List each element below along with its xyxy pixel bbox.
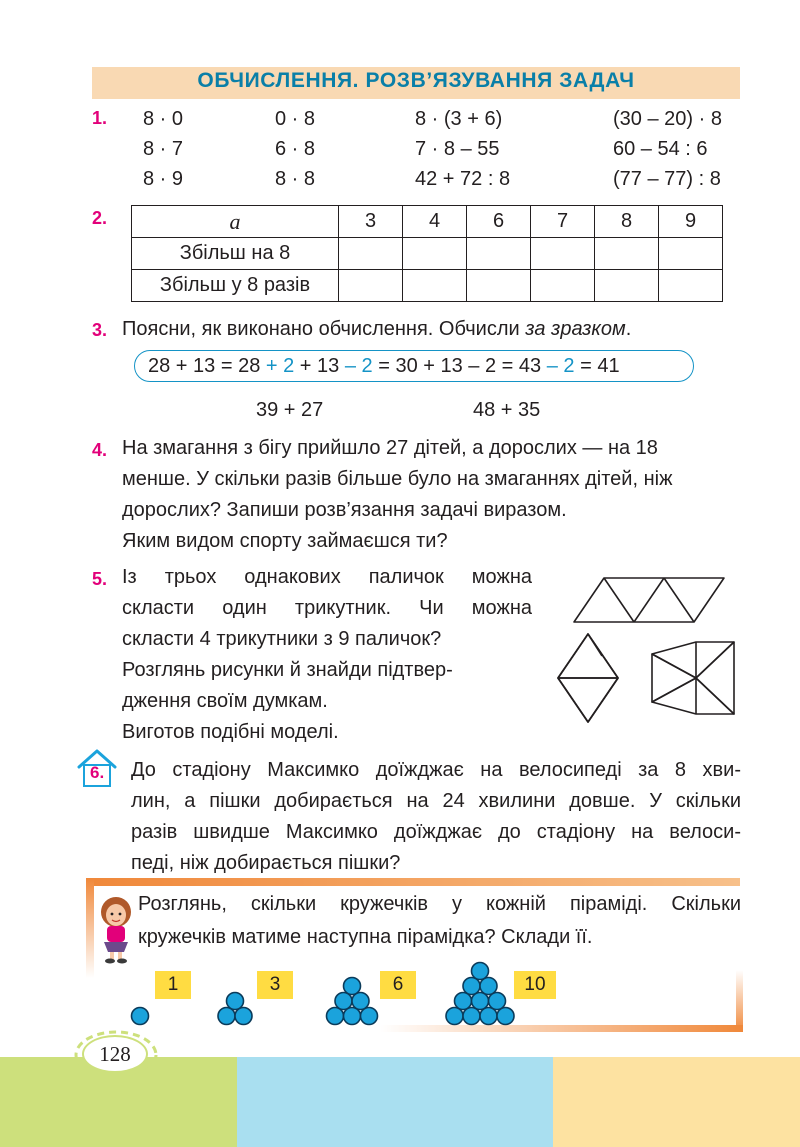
example-part: = 30 + 13 – 2 = 43 — [372, 355, 547, 377]
task3-exercise: 39 + 27 — [256, 399, 324, 421]
task6-line: лин, а пішки добирається на 24 хвилини довше. У скільки — [131, 790, 741, 812]
task1-expr: 42 + 72 : 8 — [415, 168, 511, 190]
task1-expr: 8 · 8 — [275, 168, 316, 190]
table-cell — [659, 270, 723, 302]
count-box: 10 — [514, 971, 556, 999]
task4-line: На змагання з бігу прийшло 27 дітей, а дорослих — на 18 — [122, 437, 658, 459]
example-part: = 41 — [574, 355, 620, 377]
page-number: 128 — [82, 1035, 148, 1073]
task4-line: менше. У скільки разів більше було на змаганнях дітей, ніж — [122, 468, 673, 490]
pyramid-circle — [352, 993, 369, 1010]
pyramid-circle — [480, 978, 497, 995]
task1-expr: 8 · 0 — [143, 108, 184, 130]
pyramid-circle — [227, 993, 244, 1010]
table-header-value: 4 — [403, 206, 467, 238]
count-box: 3 — [257, 971, 293, 999]
task1-expr: 8 · 9 — [143, 168, 184, 190]
task1-expr: 60 – 54 : 6 — [613, 138, 708, 160]
table-header-value: 3 — [339, 206, 403, 238]
table-cell — [531, 270, 595, 302]
task3-exercise: 48 + 35 — [473, 399, 541, 421]
task3-number: 3. — [92, 320, 108, 340]
pyramid-circle — [132, 1008, 149, 1025]
pyramid-circle — [446, 1008, 463, 1025]
count-box: 6 — [380, 971, 416, 999]
task5-line: скласти один трикутник. Чи можна — [122, 597, 532, 619]
table-header-var — [132, 206, 339, 238]
table-cell — [595, 270, 659, 302]
pyramid-circle — [463, 978, 480, 995]
pyramid-circle — [472, 963, 489, 980]
task1-expr: 6 · 8 — [275, 138, 316, 160]
task1-number: 1. — [92, 108, 108, 128]
task1-expr: (30 – 20) · 8 — [613, 108, 722, 130]
table-cell — [403, 270, 467, 302]
example-highlight: + 2 — [265, 355, 295, 377]
triangles-bowtie — [652, 642, 734, 714]
pyramid-circle — [218, 1008, 235, 1025]
pyramid-circle — [235, 1008, 252, 1025]
task5-text — [122, 562, 532, 748]
task4-line: дорослих? Запиши розв’язання задачі виразом. — [122, 499, 567, 521]
table-cell — [339, 238, 403, 270]
task5-line: Виготов подібні моделі. — [122, 721, 339, 743]
task6-line: До стадіону Максимко доїжджає на велосипеді за 8 хви- — [131, 759, 741, 781]
task5-line: дження своїм думкам. — [122, 690, 328, 712]
table-row-label: Збільш у 8 разів — [132, 270, 339, 302]
task6-line: разів швидше Максимко доїжджає до стадіону на велоси- — [131, 821, 741, 843]
frame-top — [86, 878, 740, 886]
task6-number: 6. — [90, 763, 105, 782]
fun-text — [138, 888, 741, 954]
pyramid-circle — [489, 993, 506, 1010]
footer-band-yellow — [553, 1057, 800, 1147]
task2-table — [131, 205, 723, 302]
pyramid-circle — [455, 993, 472, 1010]
task5-line: скласти 4 трикутники з 9 паличок? — [122, 628, 442, 650]
frame-left — [86, 878, 94, 978]
task1-expr: 7 · 8 – 55 — [415, 138, 500, 160]
task4-number: 4. — [92, 440, 108, 460]
task5-number: 5. — [92, 569, 108, 589]
footer-band-blue — [237, 1057, 553, 1147]
task3-text-end: . — [625, 318, 632, 340]
triangles-hexagon-half — [558, 634, 618, 722]
pyramid-circle — [472, 993, 489, 1010]
task1-expr: 8 · 7 — [143, 138, 184, 160]
task5-line: Розглянь рисунки й знайди підтвер- — [122, 659, 453, 681]
example-highlight: – 2 — [546, 355, 575, 377]
task6-line: педі, ніж добирається пішки? — [131, 852, 401, 874]
fun-line: кружечків матиме наступна пірамідка? Склади її. — [138, 926, 593, 948]
task6-text — [131, 755, 741, 879]
table-header-value: 6 — [467, 206, 531, 238]
variable-a: a — [229, 208, 241, 234]
table-header-value: 8 — [595, 206, 659, 238]
task1-expr: (77 – 77) : 8 — [613, 168, 721, 190]
pyramid-circle — [335, 993, 352, 1010]
count-box: 1 — [155, 971, 191, 999]
task3-text-main: Поясни, як виконано обчислення. Обчисли — [122, 318, 526, 340]
task2-number: 2. — [92, 208, 108, 228]
example-part: + 13 — [294, 355, 345, 377]
pyramid-circle — [463, 1008, 480, 1025]
task5-line: Із трьох однакових паличок можна — [122, 566, 532, 588]
example-highlight: – 2 — [344, 355, 373, 377]
frame-right — [736, 970, 743, 1032]
triangles-strip — [574, 578, 724, 622]
pyramid-circle — [480, 1008, 497, 1025]
table-cell — [467, 238, 531, 270]
table-cell — [659, 238, 723, 270]
example-part: 28 + 13 = 28 — [148, 355, 266, 377]
pyramid-circle — [344, 1008, 361, 1025]
pyramid-circle — [361, 1008, 378, 1025]
stick-triangles-illustration — [548, 574, 738, 726]
task3-text-italic: за зразком — [525, 318, 626, 340]
task1-expr: 0 · 8 — [275, 108, 316, 130]
pyramid-circle — [327, 1008, 344, 1025]
example-expression — [148, 351, 620, 381]
table-cell — [339, 270, 403, 302]
table-header-value: 7 — [531, 206, 595, 238]
table-cell — [595, 238, 659, 270]
pyramid-circle — [344, 978, 361, 995]
table-row-label: Збільш на 8 — [132, 238, 339, 270]
pyramid-circle — [497, 1008, 514, 1025]
task4-text — [122, 433, 747, 557]
task1-expr: 8 · (3 + 6) — [415, 108, 503, 130]
page-title: ОБЧИСЛЕННЯ. РОЗВ’ЯЗУВАННЯ ЗАДАЧ — [197, 69, 635, 92]
table-cell — [467, 270, 531, 302]
table-cell — [403, 238, 467, 270]
fun-line: Розглянь, скільки кружечків у кожній піраміді. Скільки — [138, 893, 741, 915]
task4-line: Яким видом спорту займаєшся ти? — [122, 530, 448, 552]
table-header-value: 9 — [659, 206, 723, 238]
task3-text — [122, 314, 631, 344]
table-cell — [531, 238, 595, 270]
